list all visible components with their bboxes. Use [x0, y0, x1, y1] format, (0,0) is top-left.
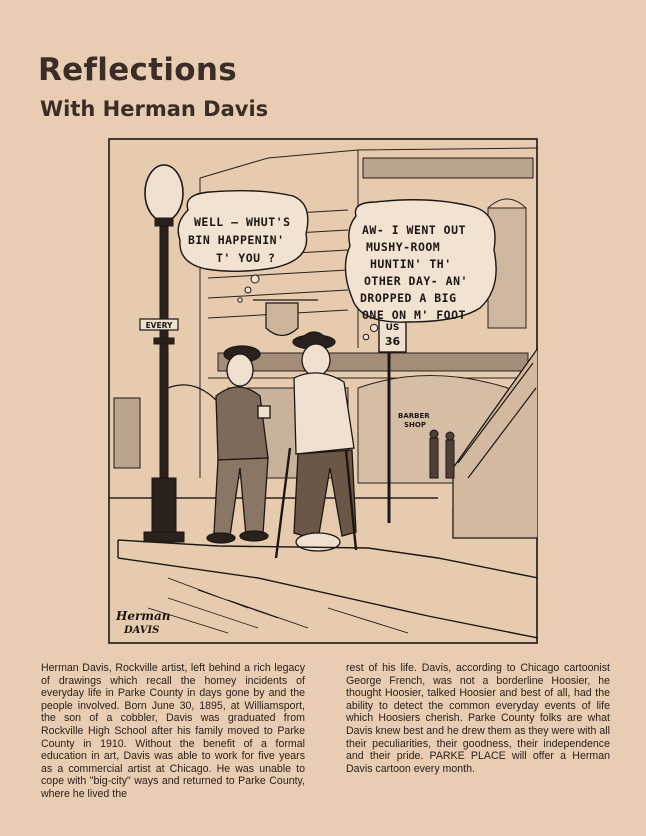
- bubble-left-line-1: WELL — WHUT'S: [194, 215, 291, 229]
- barber-sign-line-2: SHOP: [404, 421, 426, 429]
- barber-sign-line-1: BARBER: [398, 412, 430, 420]
- bubble-left-line-3: T' YOU ?: [216, 251, 276, 265]
- signature-line-1: Herman: [116, 609, 171, 623]
- article-column-left: Herman Davis, Rockville artist, left behind a rich legacy of drawings which recall the homey incidents of everyday life in Parke County in days gone by and the people involved. Born June 30, 1895, at Williamsport, the son of a cobbler, Davis was graduated from Rockville High School after his family moved to Parke County in 1910. Without the benefit of a formal education in art, Davis was able to work for five years as a commercial artist at Chicago. He was unable to cope with "big-city" ways and returned to Parke County, where he lived the: [41, 662, 305, 800]
- route-sign-top-label: US: [385, 323, 400, 333]
- route-sign-number: 36: [384, 335, 401, 348]
- bubble-right-line-3: HUNTIN' TH': [370, 257, 452, 271]
- cartoon-illustration: [108, 138, 538, 644]
- bubble-right-line-2: MUSHY-ROOM: [366, 240, 441, 254]
- bubble-right-line-5: DROPPED A BIG: [360, 291, 457, 305]
- street-sign-label: EVERY: [145, 321, 173, 330]
- page-subtitle: With Herman Davis: [40, 97, 269, 121]
- bubble-right-line-4: OTHER DAY- AN': [364, 274, 468, 288]
- street-sign: [140, 319, 178, 330]
- bubble-right-line-1: AW- I WENT OUT: [362, 223, 466, 237]
- bubble-right-line-6: ONE ON M' FOOT: [362, 308, 466, 322]
- signature-line-2: DAVIS: [124, 625, 160, 636]
- article-column-right: rest of his life. Davis, according to Chicago cartoonist George French, was not a borderline Hoosier, he thought Hoosier, talked Hoosier and best of all, had the ability to detect the common everyday events of life which Hoosiers cherish. Parke County folks are what Davis knew best and he drew them as they were with all their peculiarities, their goodness, their independence and their pride. PARKE PLACE will offer a Herman Davis cartoon every month.: [346, 662, 610, 775]
- page-title: Reflections: [38, 52, 237, 88]
- bubble-left-line-2: BIN HAPPENIN': [188, 233, 285, 247]
